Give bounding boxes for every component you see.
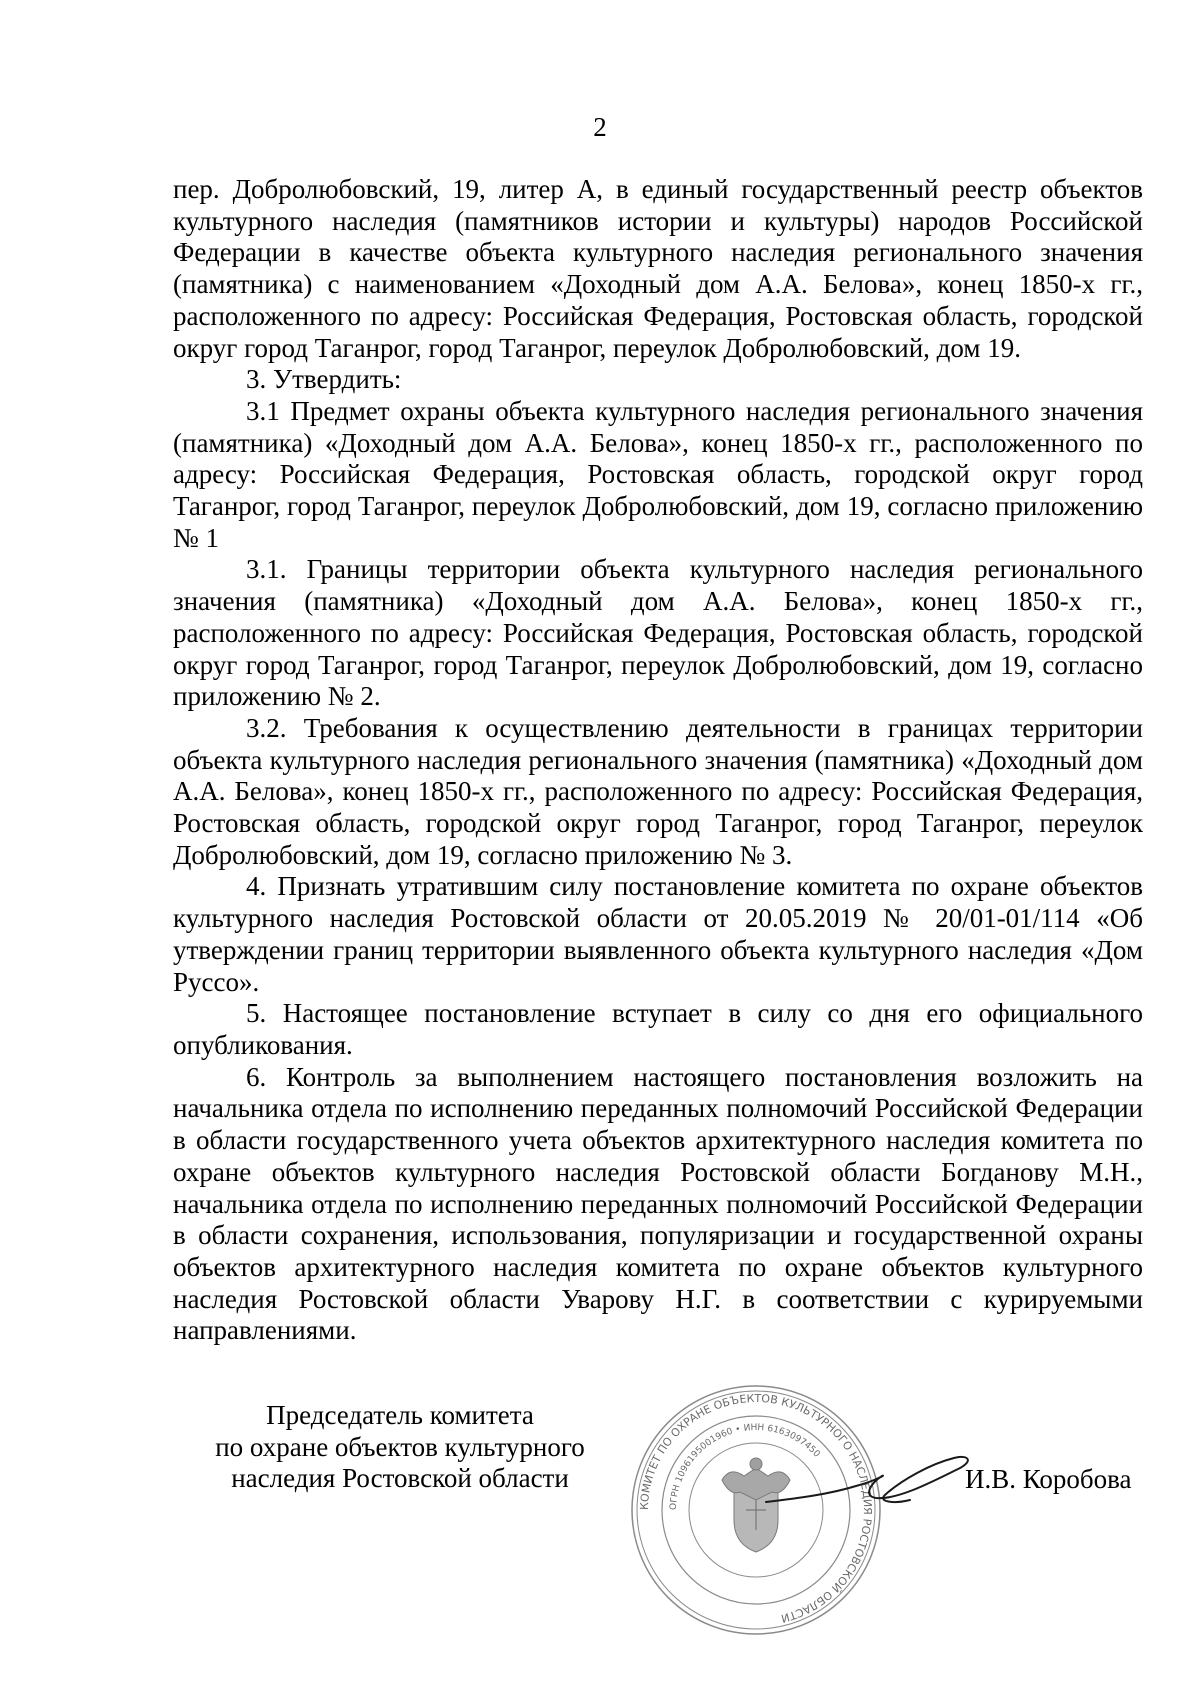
signer-title-line: Председатель комитета — [266, 1400, 534, 1430]
paragraph-item-3: 3. Утвердить: — [246, 364, 402, 395]
signature-block — [0, 1391, 1200, 1660]
paragraph-item-5: 5. Настоящее постановление вступает в силу со дня его официального опубликования. — [173, 998, 1143, 1060]
paragraph-item-6: 6. Контроль за выполнением настоящего постановления возложить на начальника отдела по исполнению переданных полномочий Российской Федерации в области государственного учета объектов архитектурного наследия комитета по охране объектов культурного наследия Ростовской области Богданову М.Н., начальника отдела по исполнению переданных полномочий Российской Федерации в области сохранения, использования, популяризации и государственной охраны объектов архитектурного наследия комитета по охране объектов культурного наследия Ростовской области Уварову Н.Г. в соответствии с курируемыми направлениями. — [173, 1061, 1143, 1346]
signer-title-line: наследия Ростовской области — [231, 1463, 569, 1494]
seal-inner-text: ОГРН 1096195001960 • ИНН 6163097450 — [668, 1422, 822, 1511]
handwritten-signature-icon — [760, 1440, 980, 1530]
page-number: 2 — [593, 112, 607, 142]
paragraph-item-3-2: 3.2. Требования к осуществлению деятельности в границах территории объекта культурного наследия регионального значения (памятника) «Доходный дом А.А. Белова», конец 1850-х гг., расположенного по адресу: Российская Федерация, Ростовская область, городской округ город Таганрог, город Таганрог, переулок Добролюбовский, дом 19, согласно приложению № 3. — [173, 712, 1143, 870]
paragraph-continuation: пер. Добролюбовский, 19, литер А, в единый государственный реестр объектов культурного наследия (памятников истории и культуры) народов Российской Федерации в качестве объекта культурного наследия регионального значения (памятника) с наименованием «Доходный дом А.А. Белова», конец 1850-х гг., расположенного по адресу: Российская Федерация, Ростовская область, городской округ город Таганрог, город Таганрог, переулок Добролюбовский, дом 19. — [173, 174, 1143, 363]
document-body — [173, 174, 1143, 1347]
paragraph-item-4: 4. Признать утратившим силу постановление комитета по охране объектов культурного наследия Ростовской области от 20.05.2019 № 20/01-01/114 «Об утверждении границ территории выявленного объекта культурного наследия «Дом Руссо». — [173, 871, 1143, 997]
paragraph-item-3-1-boundaries: 3.1. Границы территории объекта культурного наследия регионального значения (памятника) «Доходный дом А.А. Белова», конец 1850-х гг., расположенного по адресу: Российская Федерация, Ростовская область, городской округ город Таганрог, город Таганрог, переулок Добролюбовский, дом 19, согласно приложению № 2. — [173, 554, 1143, 712]
signer-name: И.В. Коробова — [965, 1464, 1132, 1494]
signer-title — [190, 1400, 610, 1495]
paragraph-item-3-1-subject: 3.1 Предмет охраны объекта культурного наследия регионального значения (памятника) «Доходный дом А.А. Белова», конец 1850-х гг., расположенного по адресу: Российская Федерация, Ростовская область, городской округ город Таганрог, город Таганрог, переулок Добролюбовский, дом 19, согласно приложению № 1 — [173, 395, 1143, 553]
signer-title-line: по охране объектов культурного — [215, 1431, 585, 1462]
seal-outer-text: КОМИТЕТ ПО ОХРАНЕ ОБЪЕКТОВ КУЛЬТУРНОГО НАСЛЕДИЯ РОСТОВСКОЙ ОБЛАСТИ — [637, 1391, 875, 1625]
